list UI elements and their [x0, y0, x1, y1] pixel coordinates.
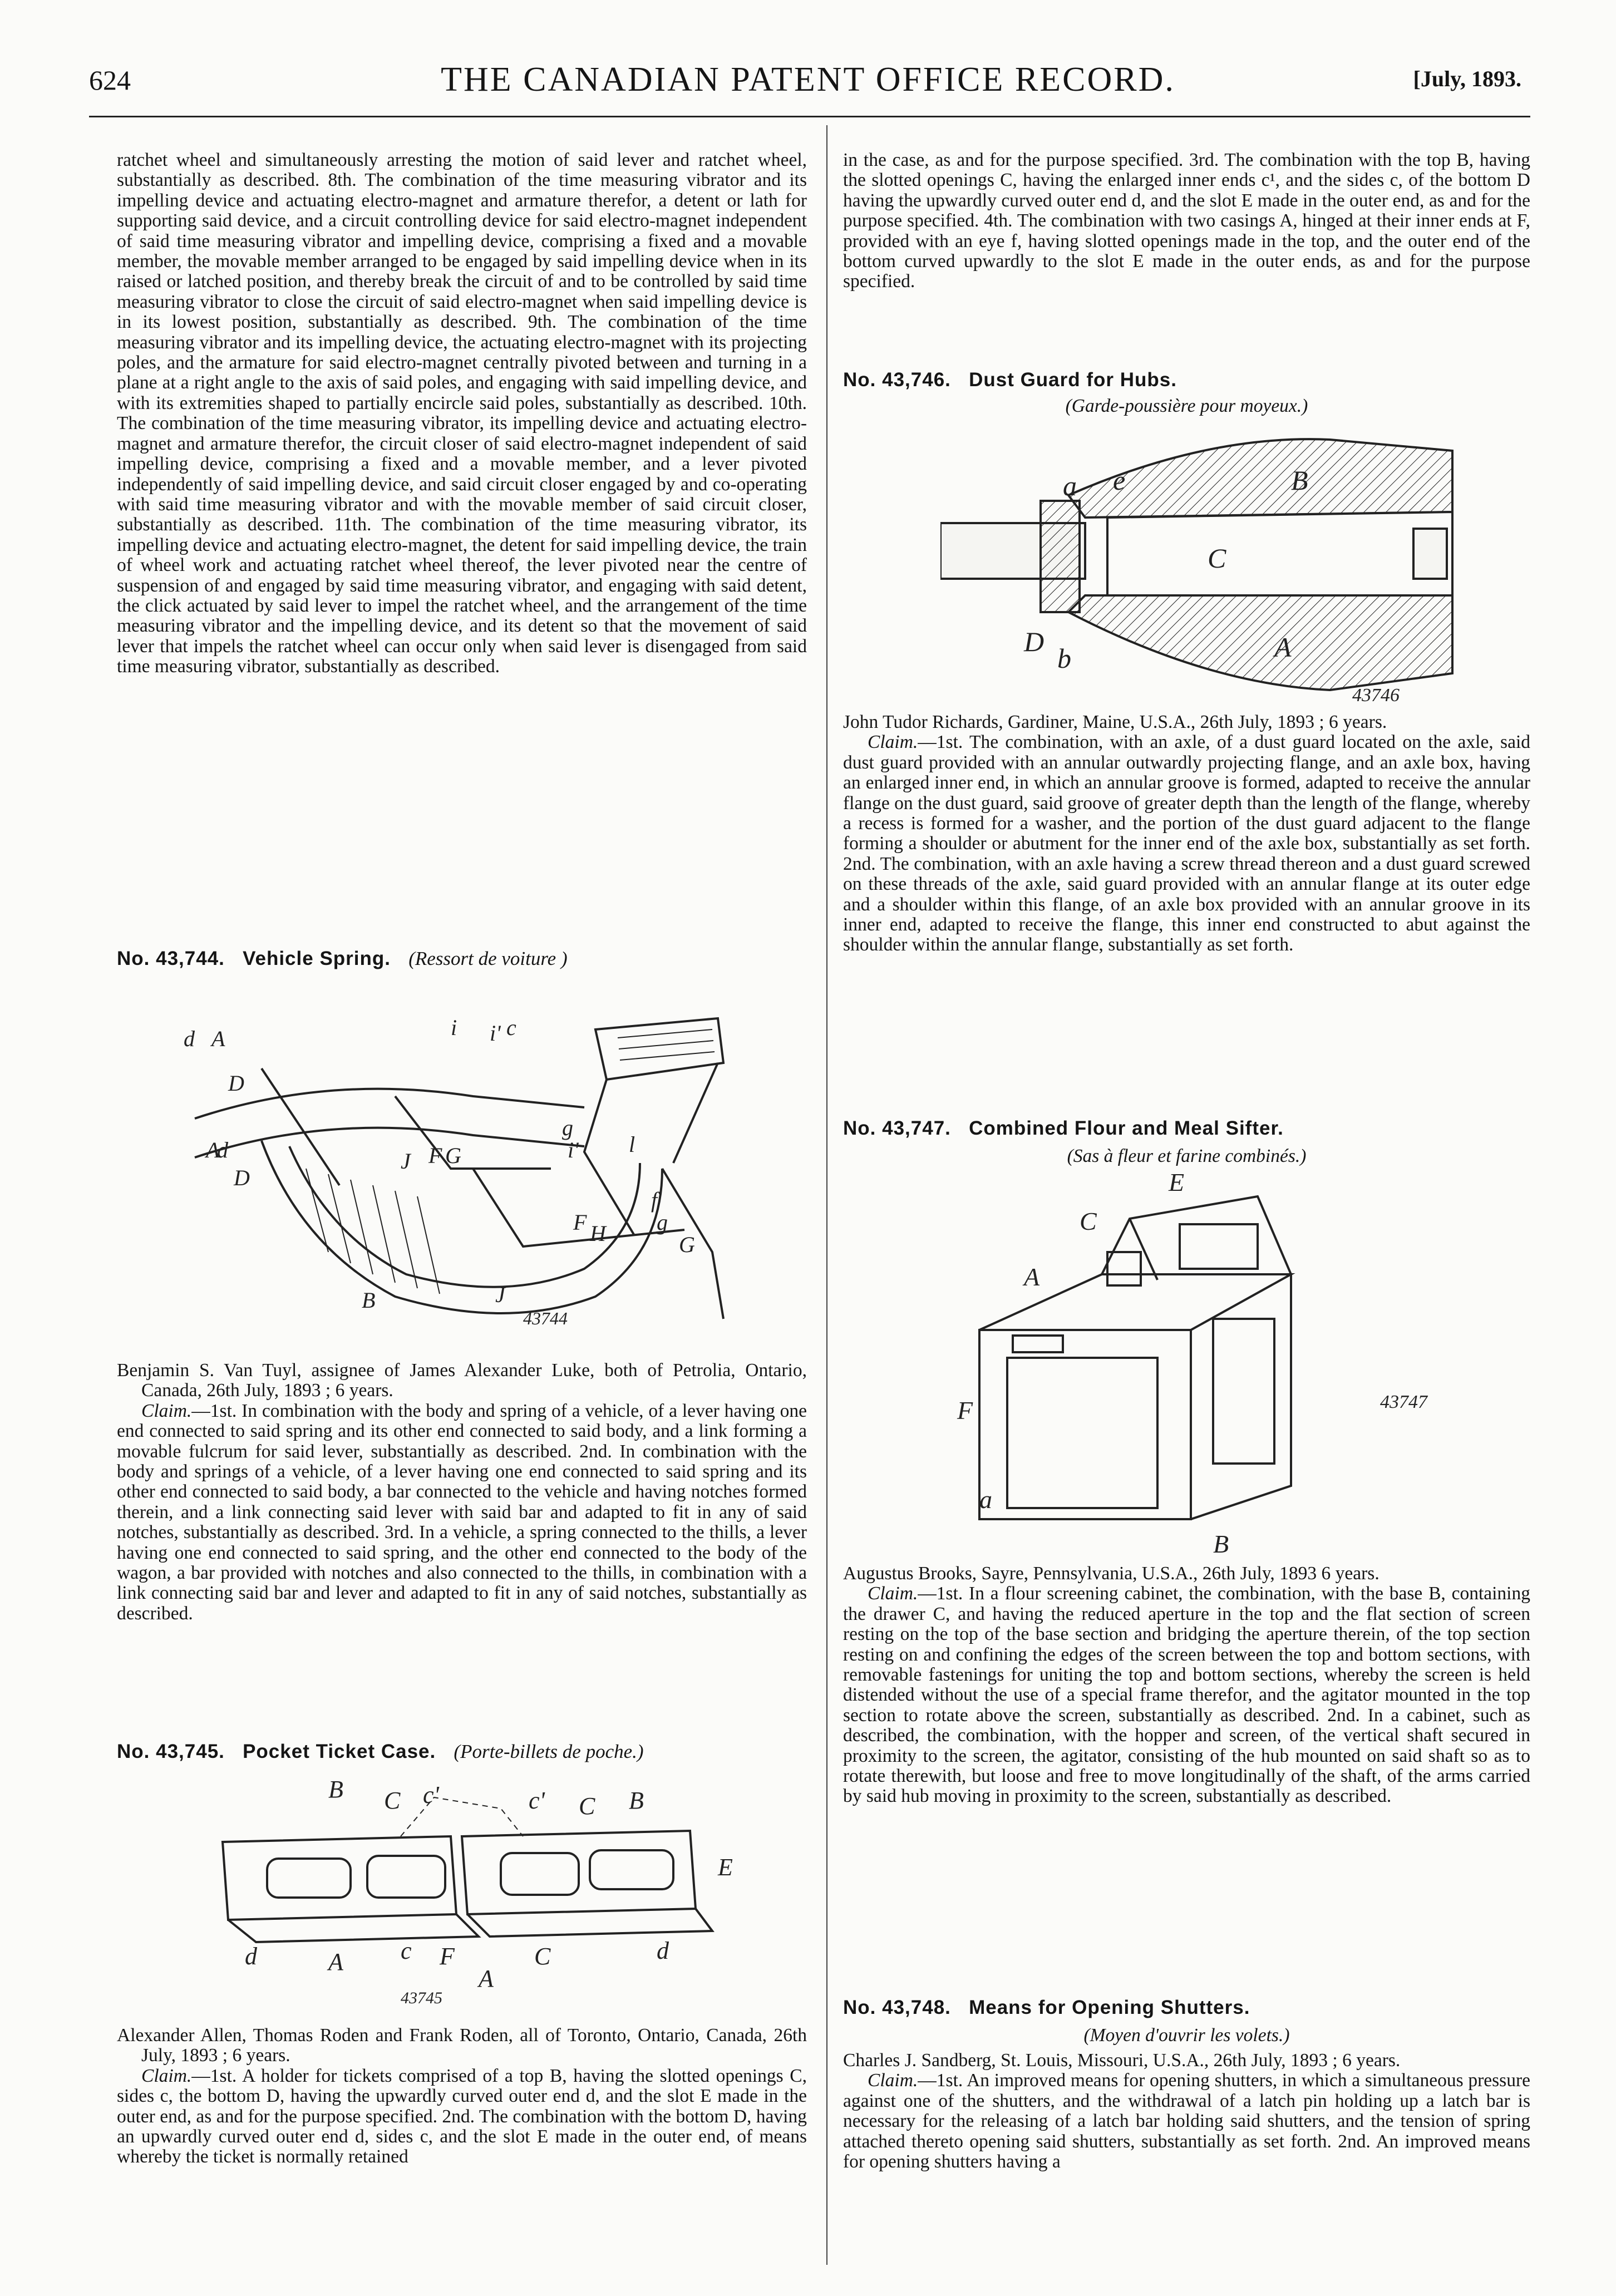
patent-number: No. 43,747.	[843, 1117, 951, 1139]
svg-text:c': c'	[423, 1781, 439, 1809]
svg-text:D: D	[234, 1165, 250, 1190]
patent-43747-body	[843, 1564, 1530, 1807]
continued-claims-text: in the case, as and for the purpose specified. 3rd. The combination with the top B, having the slotted openings C, having the enlarged inner ends c¹, and the sides c, of the bottom D having the upwardly curved outer end d, and the slot E made in the outer end, as and for the purpose specified. 4th. The combination with two casings A, hinged at their inner ends at F, provided with an eye f, having slotted openings made in the top, and the outer end of the bottom curved upwardly to the slot E made in the outer ends, as and for the purpose specified.	[843, 150, 1530, 292]
patent-number: No. 43,746.	[843, 369, 951, 391]
svg-text:B: B	[362, 1288, 376, 1313]
inventor: Benjamin S. Van Tuyl, assignee of James Alexander Luke, both of Petrolia, Ontario, Canada, 26th July, 1893 ; 6 years.	[117, 1360, 807, 1401]
flour-sifter-figure	[946, 1174, 1469, 1564]
svg-text:g: g	[562, 1115, 573, 1140]
svg-text:d: d	[657, 1937, 669, 1964]
svg-text:B: B	[1213, 1530, 1229, 1558]
svg-text:A: A	[206, 1137, 220, 1162]
right-continued-claims	[843, 150, 1530, 292]
pocket-ticket-case-figure	[189, 1775, 746, 2009]
patent-title: Pocket Ticket Case.	[243, 1741, 436, 1762]
patent-43744-heading	[117, 949, 807, 969]
continued-claims-text: ratchet wheel and simultaneously arresting the motion of said lever and ratchet wheel, substantially as described. 8th. The combination of the time measuring vibrator and its impelling device and actuating electro-magnet and armature therefor, a detent or lath for supporting said device, and a circuit controlling device for said electro-magnet independent of said time measuring vibrator and impelling device, comprising a fixed and a movable member, the movable member arranged to be engaged by said impelling device when in its raised or latched position, and thereby break the circuit of and to be controlled by said time measuring vibrator to close the circuit of said electro-magnet when said impelling device is in its lowest position, substantially as described. 9th. The combination of the time measuring vibrator and its impelling device, the actuating electro-magnet with its projecting poles, and the armature for said electro-magnet centrally pivoted between and turning in a plane at a right angle to the axis of said poles, and engaging with said impelling device, and with its extremities shaped to partially encircle said poles, substantially as described. 10th. The combination of the time measuring vibrator, its impelling device and actuating electro-magnet and armature therefor, the circuit closer of said electro-magnet independent of said impelling device, comprising a fixed and a movable member, and a lever pivoted independently of said impelling device, and said circuit closer engaged by and co-operating with said time measuring vibrator and with the movable member of said circuit closer, substantially as described. 11th. The combination of the time measuring vibrator, its impelling device and actuating electro-magnet, the detent for said impelling device, the train of wheel work and actuating ratchet wheel thereof, the lever pivoted near the centre of suspension of and engaged by said time measuring vibrator, and engaging with said detent, the click actuated by said lever to impel the ratchet wheel, and the arrangement of the time measuring vibrator and the impelling device, and its detent so that the movement of said lever that impels the ratchet wheel can occur only when said lever is disengaged from said time measuring vibrator, substantially as described.	[117, 150, 807, 677]
claim-text: —1st. In a flour screening cabinet, the combination, with the base B, containing the drawer C, and having the reduced aperture in the top and the flat section of screen resting on the top of the base section and bridging the aperture therein, of the top section resting on and confining the edges of the screen between the top and bottom sections, with removable fastenings for uniting the top and bottom sections, whereby the screen is held distended without the use of a special frame therefor, and the agitator mounted in the top section to rotate above the screen, substantially as described. 2nd. In a cabinet, such as described, the combination, with the hopper and screen, of the vertical shaft secured in proximity to the screen, the agitator, consisting of the hub mounted on said shaft so as to rotate therewith, but loose and free to move longitudinally of the shaft, of the arms carried by said hub moving in proximity to the screen, substantially as described.	[843, 1583, 1530, 1807]
inventor: Augustus Brooks, Sayre, Pennsylvania, U.S.A., 26th July, 1893 6 years.	[843, 1563, 1379, 1584]
patent-43746-french: (Garde-poussière pour moyeux.)	[1065, 396, 1308, 416]
issue-date: [July, 1893.	[1413, 66, 1521, 91]
inventor: Alexander Allen, Thomas Roden and Frank Roden, all of Toronto, Ontario, Canada, 26th July, 1893 ; 6 years.	[117, 2025, 807, 2066]
patent-title: Combined Flour and Meal Sifter.	[969, 1117, 1284, 1139]
svg-text:i': i'	[490, 1021, 501, 1046]
page-number: 624	[89, 65, 131, 96]
svg-text:43747: 43747	[1380, 1392, 1427, 1412]
claim-text: —1st. An improved means for opening shutters, in which a simultaneous pressure against one of the shutters, and the withdrawal of a latch pin holding up a latch bar is necessary for the releasing of a latch bar holding said shutters, and the tension of spring attached thereto opening said shutters, substantially as set forth. 2nd. An improved means for opening shutters having a	[843, 2070, 1530, 2172]
svg-text:J: J	[401, 1149, 411, 1174]
claim-text: —1st. In combination with the body and spring of a vehicle, of a lever having one end connected to said spring and its other end connected to said body, and a link forming a movable fulcrum for said lever, substantially as described. 2nd. In combination with the body and springs of a vehicle, of a lever having one end connected to said spring and its other end connected to said body, a bar connected to the vehicle and having notches formed therein, and a link connecting said lever with said bar and adapted to fit in any of said notches, substantially as described. 3rd. In a vehicle, a spring connected to the thills, a lever having one end connected to said spring, and the other end connected to the body of the wagon, a bar provided with notches and also connected to the thills, in combination with a link connecting said bar and lever and adapted to fit in any of said notches, substantially as described.	[117, 1400, 807, 1624]
svg-text:f: f	[651, 1188, 658, 1213]
svg-text:a: a	[979, 1485, 992, 1514]
inventor: John Tudor Richards, Gardiner, Maine, U.S.A., 26th July, 1893 ; 6 years.	[843, 712, 1387, 732]
svg-text:B: B	[1291, 465, 1308, 496]
svg-text:B: B	[328, 1776, 343, 1803]
svg-text:E: E	[1169, 1174, 1185, 1196]
svg-text:H: H	[590, 1221, 606, 1246]
svg-text:F: F	[428, 1143, 442, 1168]
claim-label: Claim.	[141, 2065, 192, 2086]
claim-text: —1st. A holder for tickets comprised of a top B, having the slotted openings C, sides c, the bottom D, having the upwardly curved outer end d, and the slot E made in the outer end, as and for the purpose specified. 2nd. The combination with the bottom D, having an upwardly curved outer end d, sides c, and the slot E made in the outer end, of means whereby the ticket is normally retained	[117, 2065, 807, 2167]
svg-text:D: D	[228, 1071, 244, 1096]
svg-text:C: C	[579, 1792, 595, 1820]
patent-43747-heading	[843, 1119, 1530, 1139]
patent-number: No. 43,748.	[843, 1997, 951, 2018]
svg-text:d: d	[184, 1026, 195, 1051]
claim-label: Claim.	[868, 732, 918, 753]
svg-text:F: F	[957, 1396, 973, 1425]
svg-text:c': c'	[529, 1787, 545, 1814]
patent-43748-heading	[843, 1998, 1530, 2018]
svg-text:G: G	[679, 1232, 695, 1257]
left-continued-claims	[117, 150, 807, 677]
patent-43746-body	[843, 712, 1530, 955]
svg-text:C: C	[534, 1943, 551, 1970]
dust-guard-figure	[940, 428, 1486, 707]
journal-title: THE CANADIAN PATENT OFFICE RECORD.	[441, 61, 1175, 98]
svg-text:A: A	[328, 1948, 343, 1975]
svg-text:A: A	[479, 1965, 494, 1992]
patent-title: Dust Guard for Hubs.	[969, 369, 1177, 391]
svg-text:i': i'	[568, 1137, 579, 1162]
svg-text:c: c	[506, 1015, 516, 1040]
svg-text:G: G	[445, 1143, 461, 1168]
svg-text:A: A	[211, 1026, 225, 1051]
claim-label: Claim.	[868, 2070, 918, 2091]
vehicle-spring-figure	[161, 985, 773, 1341]
svg-text:C: C	[1080, 1207, 1097, 1235]
claim-label: Claim.	[868, 1583, 918, 1604]
patent-43744-body	[117, 1361, 807, 1624]
svg-text:E: E	[718, 1854, 733, 1881]
svg-text:43744: 43744	[523, 1308, 568, 1328]
claim-label: Claim.	[141, 1400, 192, 1421]
svg-text:C: C	[384, 1787, 401, 1814]
patent-french-title: (Ressort de voiture )	[408, 948, 568, 969]
patent-43745-body	[117, 2026, 807, 2167]
patent-43748-body	[843, 2051, 1530, 2172]
svg-text:c: c	[401, 1937, 412, 1964]
claim-text: —1st. The combination, with an axle, of a dust guard located on the axle, said dust guard provided with an annular outwardly projecting flange, and an axle box, having an enlarged inner end, in which an annular groove is formed, adapted to receive the annular flange on the dust guard, said groove of greater depth than the length of the flange, whereby a recess is formed for a washer, and the portion of the dust guard adjacent to the flange forming a shoulder or abutment for the inner end of the axle box, substantially as set forth. 2nd. The combination, with an axle having a screw thread thereon and a dust guard screwed on these threads of the axle, said guard provided with an annular flange at its outer edge and a shoulder within this flange, of an axle box provided with an annular groove in its inner end, adapted to receive the flange, this inner end constructed to abut against the shoulder within the annular flange, substantially as set forth.	[843, 732, 1530, 955]
inventor: Charles J. Sandberg, St. Louis, Missouri, U.S.A., 26th July, 1893 ; 6 years.	[843, 2050, 1401, 2071]
patent-43747-french: (Sas à fleur et farine combinés.)	[1067, 1146, 1307, 1166]
svg-text:g: g	[657, 1210, 668, 1235]
svg-text:d: d	[217, 1137, 228, 1162]
patent-french-title: (Porte-billets de poche.)	[454, 1741, 644, 1762]
patent-43748-french: (Moyen d'ouvrir les volets.)	[1083, 2025, 1290, 2046]
patent-title: Means for Opening Shutters.	[969, 1997, 1250, 2018]
svg-text:D: D	[1024, 626, 1045, 657]
svg-text:C: C	[1208, 543, 1226, 574]
svg-text:A: A	[1024, 1263, 1040, 1291]
svg-text:b: b	[1057, 643, 1071, 674]
svg-text:e: e	[1113, 465, 1126, 496]
svg-text:43746: 43746	[1352, 685, 1400, 706]
column-divider	[826, 125, 827, 2265]
svg-text:a: a	[1063, 470, 1077, 501]
patent-title: Vehicle Spring.	[243, 948, 391, 969]
svg-text:l: l	[629, 1132, 635, 1157]
svg-text:43745: 43745	[401, 1989, 442, 2007]
svg-text:F: F	[573, 1210, 587, 1235]
svg-text:F: F	[440, 1943, 455, 1970]
patent-43745-heading	[117, 1742, 807, 1762]
patent-number: No. 43,744.	[117, 948, 225, 969]
svg-text:J: J	[495, 1282, 505, 1307]
svg-text:A: A	[1274, 632, 1292, 663]
svg-text:d: d	[245, 1943, 257, 1970]
patent-number: No. 43,745.	[117, 1741, 225, 1762]
svg-text:B: B	[629, 1787, 644, 1814]
svg-text:i: i	[451, 1015, 457, 1040]
header-rule	[89, 116, 1530, 117]
patent-43746-heading	[843, 370, 1530, 390]
